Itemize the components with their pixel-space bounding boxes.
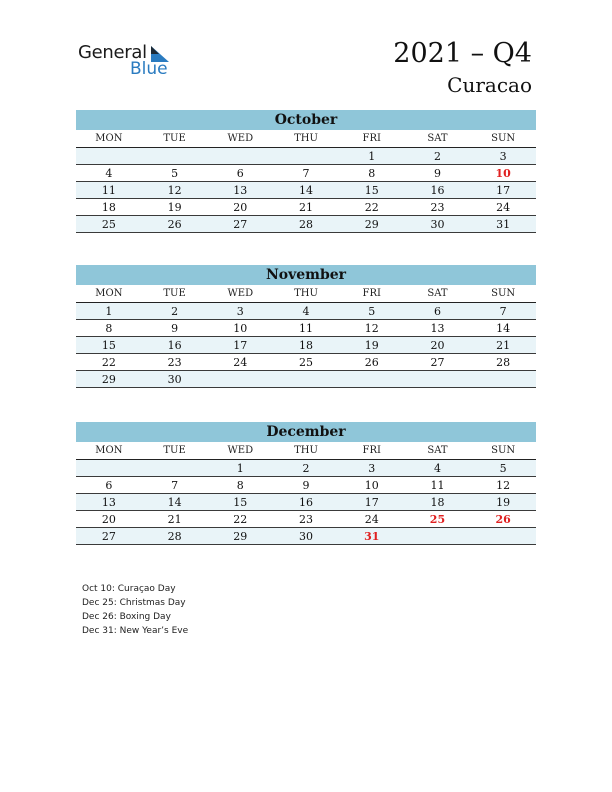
empty-day-cell (207, 371, 273, 387)
day-cell: 6 (236, 167, 244, 180)
day-cell: 20 (430, 339, 445, 352)
day-cell: 31 (496, 218, 511, 231)
generalblue-logo (78, 40, 188, 80)
day-cell: 10 (364, 479, 379, 492)
weekday-label: TUE (163, 288, 186, 299)
day-cell: 16 (167, 339, 182, 352)
weekday-header-row (76, 130, 536, 148)
page-title: 2021 – Q4 (393, 38, 532, 69)
week-row (76, 337, 536, 354)
day-cell: 25 (299, 356, 314, 369)
day-cell: 28 (496, 356, 511, 369)
day-cell: 13 (430, 322, 445, 335)
day-cell: 24 (364, 513, 379, 526)
day-cell: 25 (101, 218, 116, 231)
weekday-label: TUE (163, 445, 186, 456)
holiday-note: Dec 31: New Year’s Eve (82, 626, 189, 636)
weekday-label: FRI (362, 445, 381, 456)
day-cell: 11 (430, 479, 445, 492)
day-cell: 3 (499, 150, 507, 163)
day-cell: 4 (105, 167, 113, 180)
empty-day-cell (405, 528, 471, 544)
day-cell: 13 (101, 496, 116, 509)
month-header: December (76, 422, 536, 442)
day-cell: 29 (101, 373, 116, 386)
week-row (76, 148, 536, 165)
day-cell: 17 (364, 496, 379, 509)
week-row (76, 320, 536, 337)
holiday-note: Dec 26: Boxing Day (82, 612, 171, 622)
day-cell: 5 (368, 305, 376, 318)
weekday-header-row (76, 442, 536, 460)
holiday-note: Dec 25: Christmas Day (82, 598, 186, 608)
day-cell: 30 (167, 373, 182, 386)
day-cell: 7 (171, 479, 179, 492)
day-cell: 23 (299, 513, 314, 526)
holiday-notes (82, 582, 188, 638)
day-cell: 22 (101, 356, 116, 369)
day-cell: 6 (105, 479, 113, 492)
day-cell: 15 (101, 339, 116, 352)
day-cell: 12 (496, 479, 511, 492)
week-row (76, 511, 536, 528)
month-november (76, 265, 536, 388)
week-row (76, 528, 536, 545)
week-row (76, 354, 536, 371)
day-cell: 12 (364, 322, 379, 335)
day-cell: 1 (368, 150, 376, 163)
empty-day-cell (142, 460, 208, 476)
day-cell: 10 (495, 167, 511, 180)
day-cell: 21 (496, 339, 511, 352)
week-row (76, 199, 536, 216)
week-row (76, 182, 536, 199)
week-row (76, 494, 536, 511)
day-cell: 1 (105, 305, 113, 318)
weekday-label: FRI (362, 133, 381, 144)
day-cell: 17 (496, 184, 511, 197)
day-cell: 5 (171, 167, 179, 180)
day-cell: 19 (167, 201, 182, 214)
day-cell: 3 (236, 305, 244, 318)
weekday-label: WED (227, 445, 254, 456)
day-cell: 22 (233, 513, 248, 526)
logo-general-text: General (78, 42, 147, 63)
day-cell: 22 (364, 201, 379, 214)
day-cell: 8 (105, 322, 113, 335)
day-cell: 9 (302, 479, 310, 492)
day-cell: 19 (496, 496, 511, 509)
empty-day-cell (273, 148, 339, 164)
day-cell: 5 (499, 462, 507, 475)
day-cell: 15 (364, 184, 379, 197)
day-cell: 1 (236, 462, 244, 475)
day-cell: 27 (101, 530, 116, 543)
day-cell: 7 (302, 167, 310, 180)
weekday-label: MON (95, 445, 123, 456)
day-cell: 15 (233, 496, 248, 509)
day-cell: 8 (368, 167, 376, 180)
day-cell: 14 (496, 322, 511, 335)
logo-blue-text: Blue (130, 59, 168, 79)
day-cell: 3 (368, 462, 376, 475)
weekday-label: SAT (427, 133, 448, 144)
day-cell: 26 (495, 513, 511, 526)
empty-day-cell (142, 148, 208, 164)
holiday-note: Oct 10: Curaçao Day (82, 584, 176, 594)
weekday-label: MON (95, 288, 123, 299)
day-cell: 26 (167, 218, 182, 231)
day-cell: 13 (233, 184, 248, 197)
day-cell: 6 (433, 305, 441, 318)
day-cell: 21 (299, 201, 314, 214)
empty-day-cell (405, 371, 471, 387)
day-cell: 14 (299, 184, 314, 197)
month-october (76, 110, 536, 233)
day-cell: 4 (302, 305, 310, 318)
empty-day-cell (207, 148, 273, 164)
day-cell: 25 (429, 513, 446, 526)
day-cell: 24 (233, 356, 248, 369)
weekday-label: MON (95, 133, 123, 144)
day-cell: 29 (364, 218, 379, 231)
week-row (76, 216, 536, 233)
day-cell: 4 (433, 462, 441, 475)
day-cell: 9 (171, 322, 179, 335)
day-cell: 27 (430, 356, 445, 369)
weekday-label: SUN (491, 288, 516, 299)
month-december (76, 422, 536, 545)
day-cell: 23 (430, 201, 445, 214)
weekday-label: THU (294, 445, 318, 456)
day-cell: 20 (101, 513, 116, 526)
day-cell: 26 (364, 356, 379, 369)
week-row (76, 460, 536, 477)
day-cell: 9 (433, 167, 441, 180)
weekday-label: SUN (491, 445, 516, 456)
empty-day-cell (76, 148, 142, 164)
day-cell: 18 (101, 201, 116, 214)
day-cell: 16 (430, 184, 445, 197)
day-cell: 17 (233, 339, 248, 352)
weekday-label: SAT (427, 288, 448, 299)
day-cell: 19 (364, 339, 379, 352)
weekday-label: TUE (163, 133, 186, 144)
day-cell: 16 (299, 496, 314, 509)
day-cell: 30 (430, 218, 445, 231)
empty-day-cell (76, 460, 142, 476)
day-cell: 21 (167, 513, 182, 526)
month-header: October (76, 110, 536, 130)
month-header: November (76, 265, 536, 285)
day-cell: 7 (499, 305, 507, 318)
day-cell: 30 (299, 530, 314, 543)
day-cell: 18 (430, 496, 445, 509)
day-cell: 18 (299, 339, 314, 352)
day-cell: 8 (236, 479, 244, 492)
weekday-label: THU (294, 288, 318, 299)
day-cell: 10 (233, 322, 248, 335)
weekday-header-row (76, 285, 536, 303)
day-cell: 24 (496, 201, 511, 214)
day-cell: 20 (233, 201, 248, 214)
weekday-label: SUN (491, 133, 516, 144)
day-cell: 11 (101, 184, 116, 197)
week-row (76, 303, 536, 320)
weekday-label: THU (294, 133, 318, 144)
weekday-label: SAT (427, 445, 448, 456)
week-row (76, 477, 536, 494)
day-cell: 2 (171, 305, 179, 318)
empty-day-cell (470, 528, 536, 544)
country-name: Curacao (447, 73, 532, 97)
weekday-label: WED (227, 133, 254, 144)
empty-day-cell (273, 371, 339, 387)
empty-day-cell (339, 371, 405, 387)
day-cell: 27 (233, 218, 248, 231)
day-cell: 2 (433, 150, 441, 163)
day-cell: 2 (302, 462, 310, 475)
week-row (76, 371, 536, 388)
weekday-label: WED (227, 288, 254, 299)
empty-day-cell (470, 371, 536, 387)
day-cell: 29 (233, 530, 248, 543)
day-cell: 23 (167, 356, 182, 369)
week-row (76, 165, 536, 182)
day-cell: 14 (167, 496, 182, 509)
day-cell: 11 (299, 322, 314, 335)
weekday-label: FRI (362, 288, 381, 299)
day-cell: 12 (167, 184, 182, 197)
day-cell: 28 (167, 530, 182, 543)
day-cell: 28 (299, 218, 314, 231)
day-cell: 31 (364, 530, 380, 543)
